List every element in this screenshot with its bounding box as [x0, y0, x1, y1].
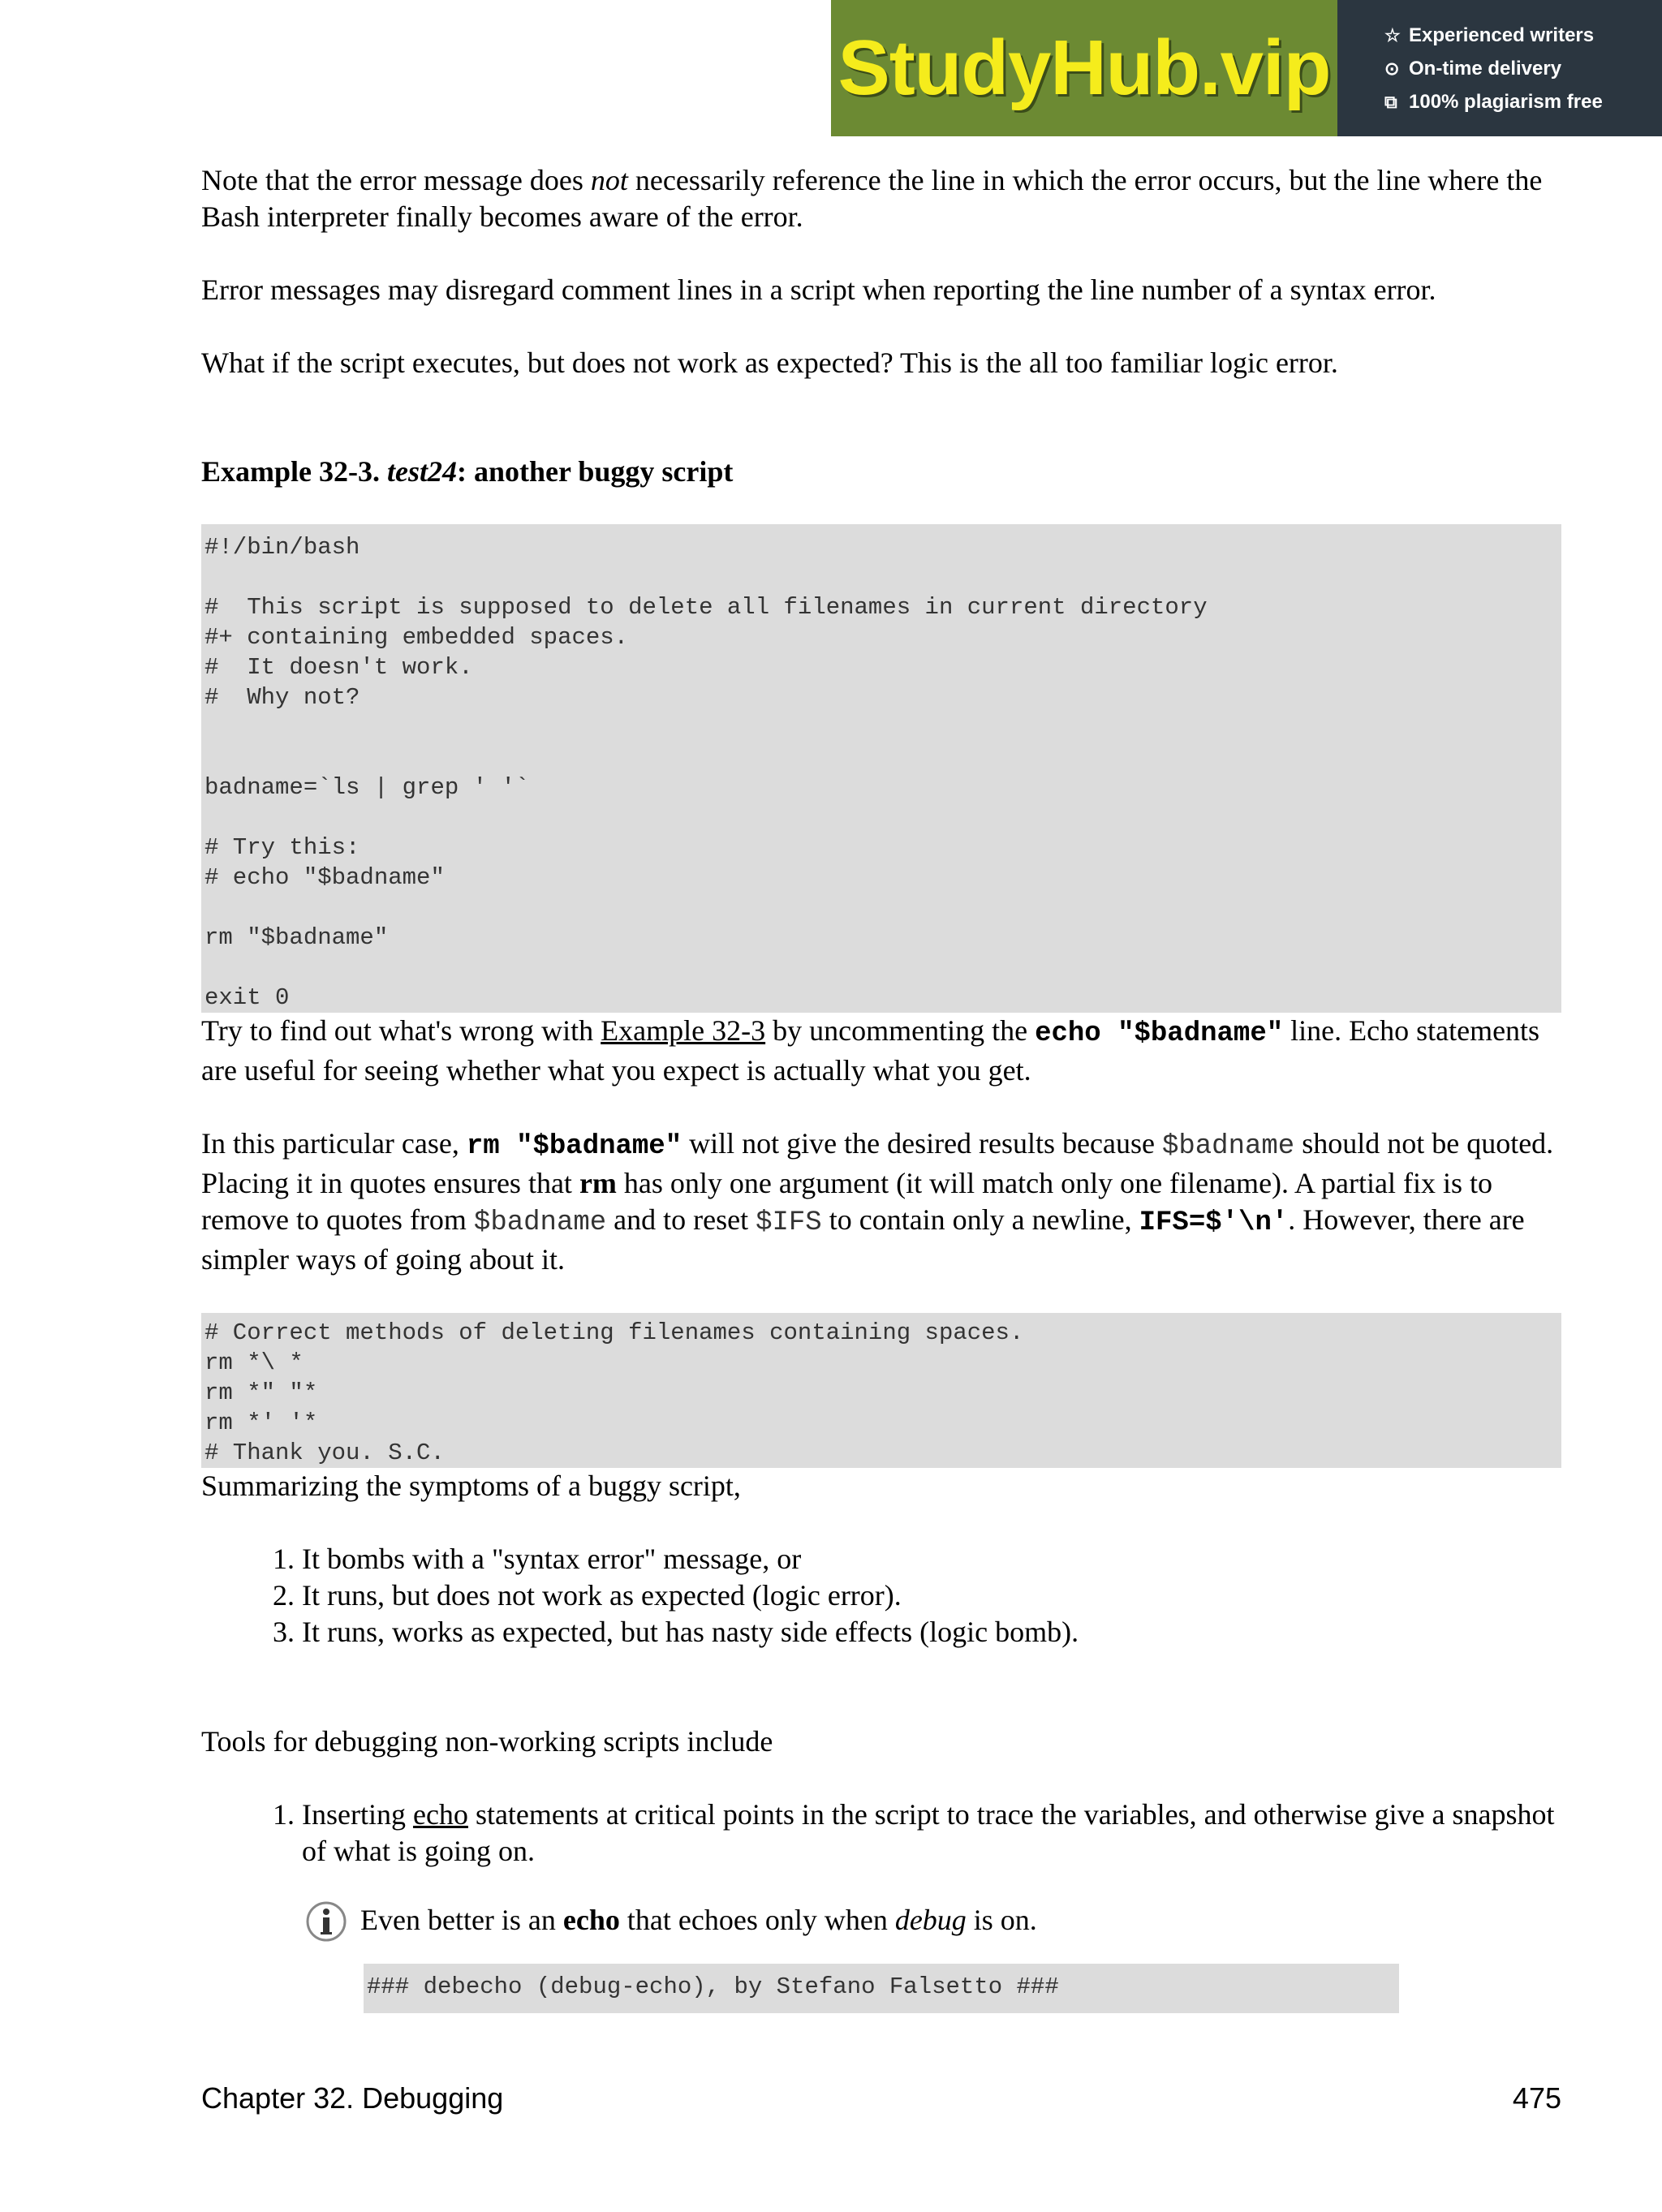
code-line: exit 0	[205, 984, 290, 1011]
inline-code: rm "$badname"	[466, 1131, 682, 1162]
echo-link[interactable]: echo	[412, 1798, 468, 1831]
text: Inserting	[302, 1798, 413, 1831]
text: and to reset	[606, 1203, 756, 1236]
code-line: # Thank you. S.C.	[205, 1440, 445, 1466]
text: In this particular case,	[201, 1127, 467, 1160]
code-line: # This script is supposed to delete all filenames in current directory	[205, 594, 1208, 621]
code-line: # echo "$badname"	[205, 864, 445, 891]
code-line: # Try this:	[205, 834, 360, 861]
code-line: # Correct methods of deleting filenames containing spaces.	[205, 1319, 1024, 1346]
code-block-debecho: ### debecho (debug-echo), by Stefano Falsetto ###	[364, 1964, 1399, 2013]
list-item: 2. It runs, but does not work as expected (logic error).	[302, 1577, 1561, 1614]
star-icon: ☆	[1384, 24, 1401, 45]
text: Try to find out what's wrong with	[201, 1014, 601, 1047]
text: necessarily reference the line in which the error occurs, but the line where the Bash interpreter finally becomes aware of the error.	[201, 164, 1543, 233]
code-line	[205, 953, 1558, 983]
text: Even better is an	[360, 1904, 563, 1936]
paragraph-logic-error: What if the script executes, but does not work as expected? This is the all too familiar logic error.	[201, 346, 1338, 379]
emphasis: test24	[387, 455, 457, 488]
inline-code: $badname	[473, 1207, 607, 1238]
symptoms-list	[201, 1541, 1561, 1650]
paragraph-error-line	[201, 162, 1561, 235]
example-title	[201, 454, 1561, 490]
code-line: badname=`ls | grep ' '`	[205, 774, 530, 801]
bold-text: echo	[562, 1904, 620, 1936]
code-line: #+ containing embedded spaces.	[205, 624, 629, 651]
list-item	[302, 1797, 1561, 1870]
inline-code: IFS=$'\n'	[1139, 1207, 1289, 1238]
inline-code: $badname	[1161, 1131, 1295, 1162]
paragraph-particular-case	[201, 1125, 1561, 1278]
banner-logo-area	[831, 0, 1337, 136]
code-line	[205, 893, 1558, 923]
studyhub-banner[interactable]	[831, 0, 1662, 136]
list-item: 3. It runs, works as expected, but has nasty side effects (logic bomb).	[302, 1614, 1561, 1650]
code-line: rm *\ *	[205, 1349, 304, 1376]
text: by uncommenting the	[765, 1014, 1036, 1047]
code-line: # It doesn't work.	[205, 654, 473, 681]
code-line: # Why not?	[205, 684, 360, 711]
code-line	[205, 562, 1558, 592]
inline-code: $IFS	[756, 1207, 822, 1238]
text: Example 32-3.	[201, 455, 387, 488]
feature-item	[1384, 85, 1662, 118]
note-text	[360, 1902, 1037, 1939]
code-line: #!/bin/bash	[205, 534, 360, 561]
emphasis: debug	[894, 1904, 967, 1936]
paragraph-comment-lines: Error messages may disregard comment lines in a script when reporting the line number of a syntax error.	[201, 273, 1436, 306]
copy-icon: ⧉	[1384, 91, 1397, 112]
paragraph-summarizing: Summarizing the symptoms of a buggy script,	[201, 1470, 741, 1502]
code-line: rm "$badname"	[205, 924, 389, 951]
list-item: 1. It bombs with a "syntax error" message, or	[302, 1541, 1561, 1577]
feature-label: 100% plagiarism free	[1409, 90, 1603, 113]
text: has only one argument (it will match only one filename). A partial fix is to remove to quotes from	[201, 1167, 1493, 1236]
paragraph-tools: Tools for debugging non-working scripts include	[201, 1725, 773, 1758]
text: line. Echo statements are useful for seeing whether what you expect is actually what you get.	[201, 1014, 1540, 1087]
feature-label: Experienced writers	[1409, 24, 1595, 46]
paragraph-try-find	[201, 1013, 1561, 1089]
text: Note that the error message does	[201, 164, 591, 196]
feature-item	[1384, 52, 1662, 85]
text: should not be quoted. Placing it in quotes ensures that	[201, 1127, 1554, 1199]
emphasis: not	[590, 164, 628, 196]
example-link[interactable]: Example 32-3	[601, 1014, 766, 1047]
feature-label: On-time delivery	[1409, 57, 1562, 80]
footer-chapter: Chapter 32. Debugging	[201, 2081, 504, 2115]
code-block-correct-methods	[201, 1313, 1561, 1468]
bold-text: rm	[579, 1167, 617, 1199]
code-line	[205, 712, 1558, 742]
code-line	[205, 803, 1558, 833]
note	[305, 1902, 1561, 1943]
text: that echoes only when	[619, 1904, 895, 1936]
text: : another buggy script	[457, 455, 734, 488]
feature-item	[1384, 19, 1662, 52]
banner-features	[1337, 0, 1662, 136]
text: to contain only a newline,	[821, 1203, 1139, 1236]
footer-page-number: 475	[1512, 2081, 1561, 2115]
info-icon	[305, 1900, 347, 1943]
text: . However, there are simpler ways of going about it.	[201, 1203, 1525, 1276]
code-block-test24	[201, 524, 1561, 1013]
inline-code: echo "$badname"	[1035, 1018, 1284, 1049]
text: will not give the desired results because	[682, 1127, 1162, 1160]
code-line: rm *" "*	[205, 1379, 318, 1406]
tools-list	[201, 1797, 1561, 1870]
text: is on.	[966, 1904, 1037, 1936]
studyhub-logo: StudyHub.vip	[837, 24, 1331, 111]
page-content	[201, 162, 1561, 2013]
code-line: rm *' '*	[205, 1409, 318, 1436]
page-footer	[201, 2082, 1561, 2115]
code-line	[205, 742, 1558, 772]
text: statements at critical points in the script to trace the variables, and otherwise give a snapshot of what is going on.	[302, 1798, 1555, 1867]
clock-icon: ⊙	[1384, 58, 1400, 79]
